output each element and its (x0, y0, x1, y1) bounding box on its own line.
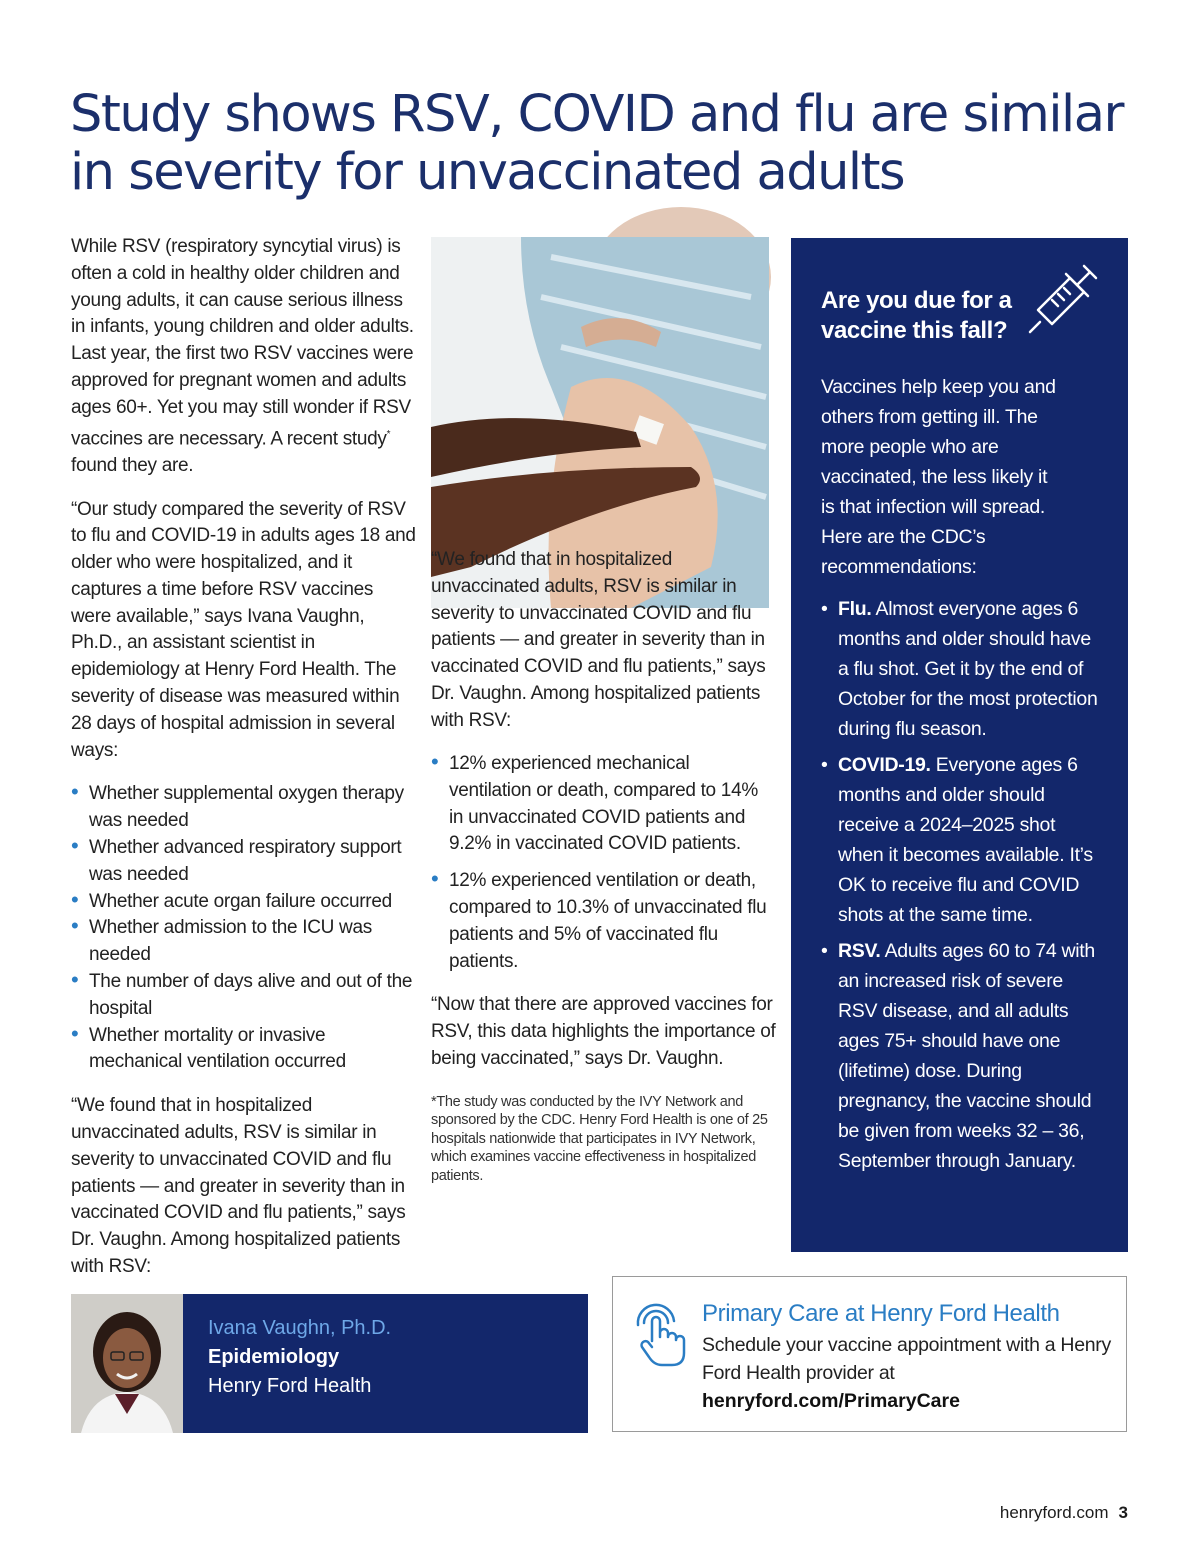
callout-text (702, 1297, 1112, 1415)
primary-care-callout (612, 1276, 1127, 1432)
list-item: • 12% experienced ventilation or death, compared to 10.3% of unvaccinated flu patients and 5% of vaccinated flu patients. (431, 868, 776, 975)
list-item: • 12% experienced mechanical ventilation or death, compared to 14% in unvaccinated COVID patients and 9.2% in vaccinated COVID patients. (431, 751, 776, 858)
avatar (71, 1294, 183, 1433)
callout-title: Primary Care at Henry Ford Health (702, 1300, 1060, 1327)
recommendation-text: Everyone ages 6 months and older should receive a 2024–2025 shot when it becomes available. It’s OK to receive flu and COVID shots at the same time. (838, 754, 1093, 926)
list-item: • Whether mortality or invasive mechanical ventilation occurred (71, 1023, 416, 1077)
list-item: • The number of days alive and out of the hospital (71, 969, 416, 1023)
recommendation-text: Almost everyone ages 6 months and older should have a flu shot. Get it by the end of October for the most protection during flu season. (838, 598, 1098, 740)
findings-continued (431, 549, 776, 734)
study-footnote: *The study was conducted by the IVY Network and sponsored by the CDC. Henry Ford Health is one of 25 hospitals nationwide that participates in IVY Network, which examines vaccine effectiveness in hospitalized patients. (431, 1093, 768, 1184)
article-column-left (71, 234, 416, 1278)
recommendation-label: COVID-19. (838, 754, 931, 776)
list-item: • Whether acute organ failure occurred (71, 889, 416, 916)
syringe-icon (1022, 260, 1102, 340)
list-item: • Whether admission to the ICU was needed (71, 915, 416, 969)
rsv-findings-list (431, 751, 776, 975)
hand-pointer-icon (635, 1307, 693, 1369)
vaccine-sidebar (791, 238, 1128, 1252)
article-column-middle (431, 549, 776, 1185)
profile-info (208, 1314, 391, 1401)
intro-text: While RSV (respiratory syncytial virus) is often a cold in healthy older children and young adults, it can cause serious illness in infants, young children and older adults. Last year, the first two RSV vaccines were approved for pregnant women and adults ages 60+. Yet you may still wonder if RSV vaccines are necessary. A recent study (71, 236, 414, 449)
cdc-recommendations-list (821, 594, 1098, 1176)
profile-name: Ivana Vaughn, Ph.D. (208, 1317, 392, 1339)
recommendation-label: Flu. (838, 598, 872, 620)
findings-paragraph-continued: “We found that in hospitalized unvaccinated adults, RSV is similar in severity to unvaccinated COVID and flu patients — and greater in severity than in vaccinated COVID and flu patients,” says Dr. Vaughn. Among hospitalized patients with RSV: (431, 549, 766, 731)
primary-care-link[interactable]: henryford.com/PrimaryCare (702, 1390, 960, 1412)
findings-paragraph (71, 1093, 416, 1278)
footnote-marker: * (386, 428, 391, 440)
page-footer (1000, 1503, 1128, 1523)
list-item: • Whether supplemental oxygen therapy was needed (71, 781, 416, 835)
severity-measures-list (71, 781, 416, 1076)
findings-paragraph-text: “We found that in hospitalized unvaccinated adults, RSV is similar in severity to unvaccinated COVID and flu patients — and greater in severity than in vaccinated COVID and flu patients,” says Dr. Vaughn. Among hospitalized patients with RSV: (71, 1095, 406, 1278)
recommendation-covid (821, 750, 1098, 930)
quote-paragraph: “Our study compared the severity of RSV to flu and COVID-19 in adults ages 18 and older who were hospitalized, and it captures a time before RSV vaccines were available,” says Ivana Vaughn, Ph.D., an assistant scientist in epidemiology at Henry Ford Health. The severity of disease was measured within 28 days of hospital admission in several ways: (71, 498, 416, 761)
page-number: 3 (1118, 1503, 1128, 1522)
recommendation-flu (821, 594, 1098, 744)
avatar-portrait (71, 1294, 183, 1433)
intro-paragraph (71, 234, 416, 480)
sidebar-title: Are you due for a vaccine this fall? (821, 287, 1012, 344)
recommendation-label: RSV. (838, 940, 881, 962)
intro-text-end: found they are. (71, 454, 194, 476)
sidebar-intro: Vaccines help keep you and others from getting ill. The more people who are vaccinated, the less likely it is that infection will spread. Here are the CDC’s recommendations: (821, 376, 1056, 578)
recommendation-rsv (821, 936, 1098, 1176)
recommendation-text: Adults ages 60 to 74 with an increased risk of severe RSV disease, and all adults ages 75+ should have one (lifetime) dose. During pregnancy, the vaccine should be given from weeks 32 – 36, September through January. (838, 940, 1095, 1172)
footer-site[interactable]: henryford.com (999, 1503, 1109, 1522)
profile-organization: Henry Ford Health (208, 1375, 372, 1397)
article-title: Study shows RSV, COVID and flu are similar in severity for unvaccinated adults (70, 85, 1123, 202)
expert-profile-card (71, 1294, 588, 1433)
closing-quote: “Now that there are approved vaccines for RSV, this data highlights the importance of being vaccinated,” says Dr. Vaughn. (431, 994, 776, 1069)
callout-body: Schedule your vaccine appointment with a Henry Ford Health provider at (702, 1334, 1111, 1384)
list-item: • Whether advanced respiratory support was needed (71, 835, 416, 889)
profile-department: Epidemiology (208, 1346, 340, 1368)
